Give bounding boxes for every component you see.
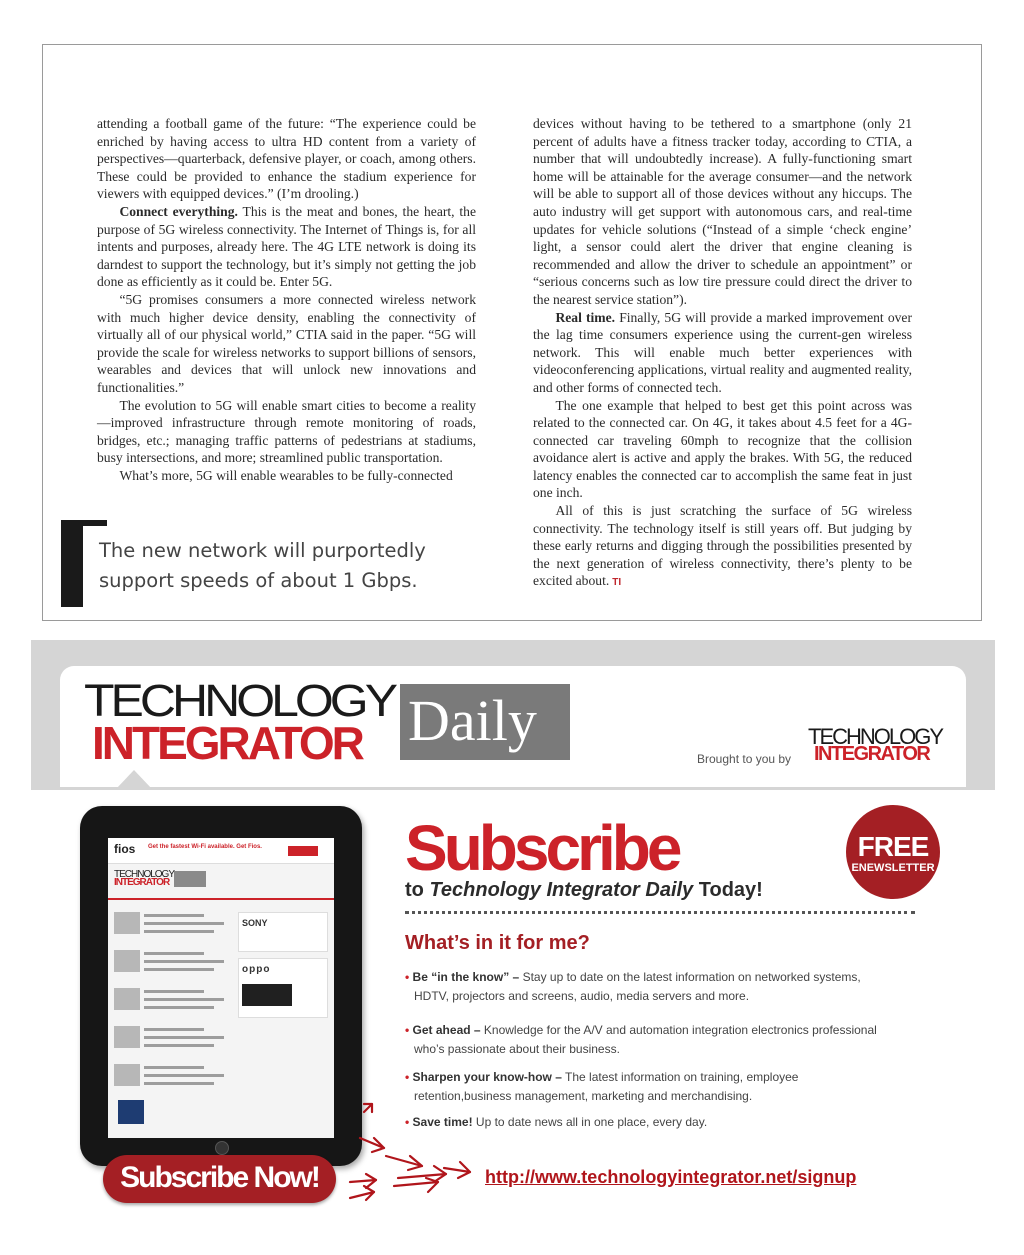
screen-divider (108, 898, 334, 900)
small-logo-technology: TECHNOLOGY (808, 724, 943, 749)
subscribe-now-label[interactable]: Subscribe Now! (120, 1161, 319, 1194)
tablet-screen (108, 838, 334, 1138)
subscribe-heading: Subscribe (405, 812, 679, 884)
benefit-item: • Be “in the know” – Stay up to date on the latest information on networked systems, HDTV, projectors and screens, audio, media servers and more. (405, 970, 861, 1003)
end-mark: TI (612, 577, 622, 589)
subscribe-subheading: to Technology Integrator Daily Today! (405, 879, 763, 901)
screen-blue-thumb (118, 1100, 144, 1124)
banner-pointer (116, 770, 152, 789)
arrows-icon (340, 1100, 480, 1205)
screen-story (114, 910, 234, 940)
article-paragraph: attending a football game of the future: “The experience could be enriched by having access to ultra HD content from a variety of perspectives—quarterback, defensive player, or coach, among others. These could be provided to enhance the stadium experience for viewers with equipped devices.” (I’m drooling.) (97, 116, 476, 202)
signup-link[interactable]: http://www.technologyintegrator.net/signup (485, 1167, 857, 1187)
article-column-left (97, 115, 476, 484)
logo-technology: TECHNOLOGY (84, 675, 395, 726)
logo-daily: Daily (408, 688, 537, 753)
screen-oppo-logo: oppo (242, 964, 271, 975)
screen-logo-daily (174, 871, 206, 887)
screen-story (114, 986, 234, 1016)
screen-story (114, 1024, 234, 1054)
article-paragraph: The evolution to 5G will enable smart cities to become a reality—improved infrastructure through remote monitoring of roads, bridges, etc.; managing traffic patterns of pedestrians at stadiums, busy intersections, and more; streamlined public transportation. (97, 397, 476, 466)
pull-quote-bar-top (61, 520, 107, 526)
article-column-right (533, 115, 912, 592)
pull-quote-text: The new network will purportedly support speeds of about 1 Gbps. (99, 539, 426, 592)
article-paragraph: Real time. Finally, 5G will provide a marked improvement over the lag time consumers experience using the current-gen wireless network. This will enable much better experiences with videoconferencing applications, virtual reality and augmented reality, and other forms of connected tech. (533, 309, 912, 395)
small-logo-integrator: INTEGRATOR (814, 743, 930, 765)
whats-in-it-heading: What’s in it for me? (405, 932, 590, 954)
tablet-home-button (215, 1141, 229, 1155)
screen-story (114, 1062, 234, 1092)
dotted-divider (405, 911, 915, 915)
brought-by-text: Brought to you by (697, 752, 792, 766)
screen-device-image (242, 984, 292, 1006)
article-paragraph: What’s more, 5G will enable wearables to be fully-connected (119, 467, 453, 483)
free-badge-sublabel: ENEWSLETTER (851, 862, 935, 874)
screen-sony-logo: SONY (242, 918, 268, 928)
article-paragraph: All of this is just scratching the surface of 5G wireless connectivity. The technology itself is still years off. But judging by these early returns and digging through the possibilities presented by the next generation of wireless connectivity, there’s plenty to be excited about. TI (533, 502, 912, 592)
screen-ad-text: Get the fastest Wi-Fi available. Get Fios. (148, 844, 262, 850)
article-paragraph: The one example that helped to best get this point across was related to the connected car. On 4G, it takes about 4.5 feet for a 4G-connected car traveling 60mph to recognize that the collision avoidance alert is active and apply the brakes. With 5G, the reduced latency enables the connected car to accomplish the same feat in just one inch. (533, 397, 912, 501)
pull-quote (61, 520, 481, 610)
screen-fios-logo: fios (114, 842, 136, 856)
pull-quote-bar (61, 520, 83, 607)
article-paragraph: Connect everything. This is the meat and bones, the heart, the purpose of 5G wireless connectivity. The Internet of Things is, for all intents and purposes, already here. The 4G LTE network is doing its darndest to support the technology, but it’s simply not getting the job done as efficiently as it could be. Enter 5G. (97, 203, 476, 290)
benefit-item: • Get ahead – Knowledge for the A/V and automation integration electronics professional who’s passionate about their business. (405, 1023, 877, 1056)
screen-logo-integrator: INTEGRATOR (114, 877, 170, 888)
screen-ad-button (288, 846, 318, 856)
banner-divider (31, 787, 995, 790)
benefit-item: • Sharpen your know-how – The latest information on training, employee retention,business management, marketing and merchandising. (405, 1070, 799, 1103)
screen-logo-technology: TECHNOLOGY (114, 869, 175, 880)
benefit-item: • Save time! Up to date news all in one place, every day. (405, 1115, 708, 1129)
logo-integrator: INTEGRATOR (92, 717, 362, 769)
screen-story (114, 948, 234, 978)
article-paragraph: devices without having to be tethered to a smartphone (only 21 percent of adults have a fitness tracker today, according to CTIA, a number that will undoubtedly increase). A fully-functioning smart home will be attainable for the average consumer—and the network will be able to support all of those devices without any hiccups. The auto industry will get support with autonomous cars, and real-time updates for vehicle solutions (“Instead of a simple ‘check engine’ light, a sensor could alert the driver that engine cleaning is recommended and allow the driver to schedule an appointment” or “serious concerns such as low tire pressure could direct the driver to the nearest service station”). (533, 116, 912, 307)
free-badge-label: FREE (857, 831, 929, 862)
article-paragraph: “5G promises consumers a more connected wireless network with much higher device density, enabling the connectivity of virtually all of our physical world,” CTIA said in the paper. “5G will provide the scale for wireless networks to support billions of sensors, wearables and devices that will unlock new innovations and functionalities.” (97, 291, 476, 395)
